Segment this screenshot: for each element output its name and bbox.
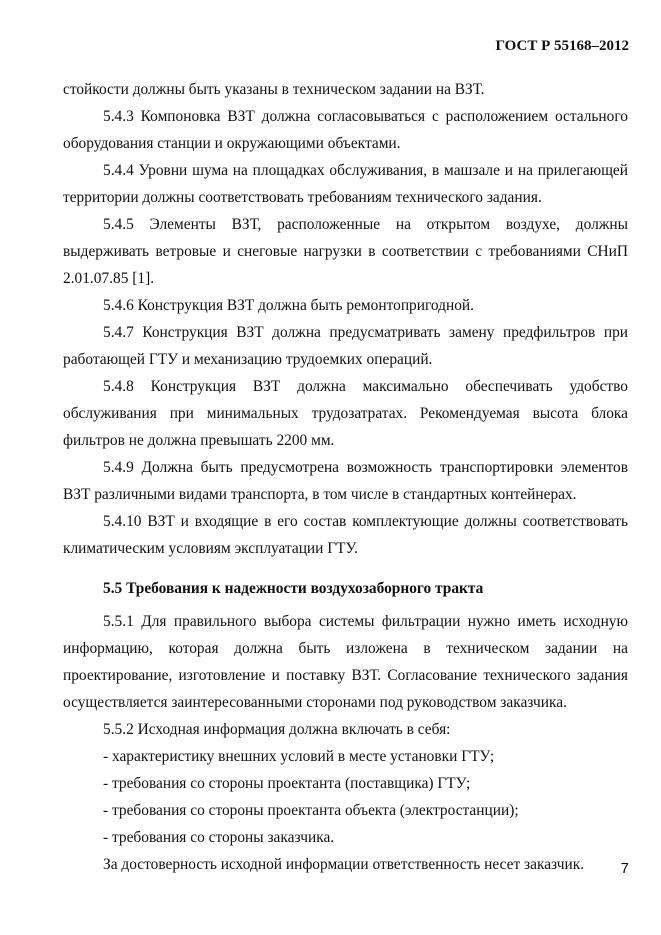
paragraph-continuation: стойкости должны быть указаны в техническом задании на ВЗТ.: [63, 81, 485, 98]
paragraph-5-5-1: 5.5.1 Для правильного выбора системы фильтрации нужно иметь исходную информацию, которая должна быть изложена в техническом задании на проектирование, изготовление и поставку ВЗТ. Согласование технического задания осуществляется заинтересованными сторонами под руководством заказчика.: [63, 613, 628, 711]
paragraph-5-5-2: 5.5.2 Исходная информация должна включать в себя:: [103, 721, 451, 738]
page-number: 7: [620, 860, 629, 877]
paragraph-5-4-4: 5.4.4 Уровни шума на площадках обслуживания, в машзале и на прилегающей территории должны соответствовать требованиям технического задания.: [63, 162, 628, 206]
paragraph-5-4-8: 5.4.8 Конструкция ВЗТ должна максимально обеспечивать удобство обслуживания при минимальных трудозатратах. Рекомендуемая высота блока фильтров не должна превышать 2200 мм.: [63, 378, 628, 449]
closing-paragraph: За достоверность исходной информации ответственность несет заказчик.: [103, 856, 585, 873]
list-item: - требования со стороны проектанта (поставщика) ГТУ;: [103, 775, 471, 792]
document-body: [63, 76, 628, 878]
list-item: - требования со стороны проектанта объекта (электростанции);: [103, 802, 519, 819]
paragraph-5-4-5: 5.4.5 Элементы ВЗТ, расположенные на открытом воздухе, должны выдерживать ветровые и снеговые нагрузки в соответствии с требованиями СНиП 2.01.07.85 [1].: [63, 216, 628, 287]
paragraph-5-4-7: 5.4.7 Конструкция ВЗТ должна предусматривать замену предфильтров при работающей ГТУ и механизацию трудоемких операций.: [63, 324, 628, 368]
list-item: - требования со стороны заказчика.: [103, 829, 335, 846]
paragraph-5-4-10: 5.4.10 ВЗТ и входящие в его состав комплектующие должны соответствовать климатическим условиям эксплуатации ГТУ.: [63, 513, 628, 557]
section-title: 5.5 Требования к надежности воздухозаборного тракта: [103, 580, 484, 597]
document-header: ГОСТ Р 55168–2012: [495, 38, 629, 54]
list-item: - характеристику внешних условий в месте установки ГТУ;: [103, 748, 495, 765]
paragraph-5-4-3: 5.4.3 Компоновка ВЗТ должна согласовываться с расположением остального оборудования станции и окружающими объектами.: [63, 108, 628, 152]
paragraph-5-4-6: 5.4.6 Конструкция ВЗТ должна быть ремонтопригодной.: [103, 297, 475, 314]
paragraph-5-4-9: 5.4.9 Должна быть предусмотрена возможность транспортировки элементов ВЗТ различными видами транспорта, в том числе в стандартных контейнерах.: [63, 459, 628, 503]
